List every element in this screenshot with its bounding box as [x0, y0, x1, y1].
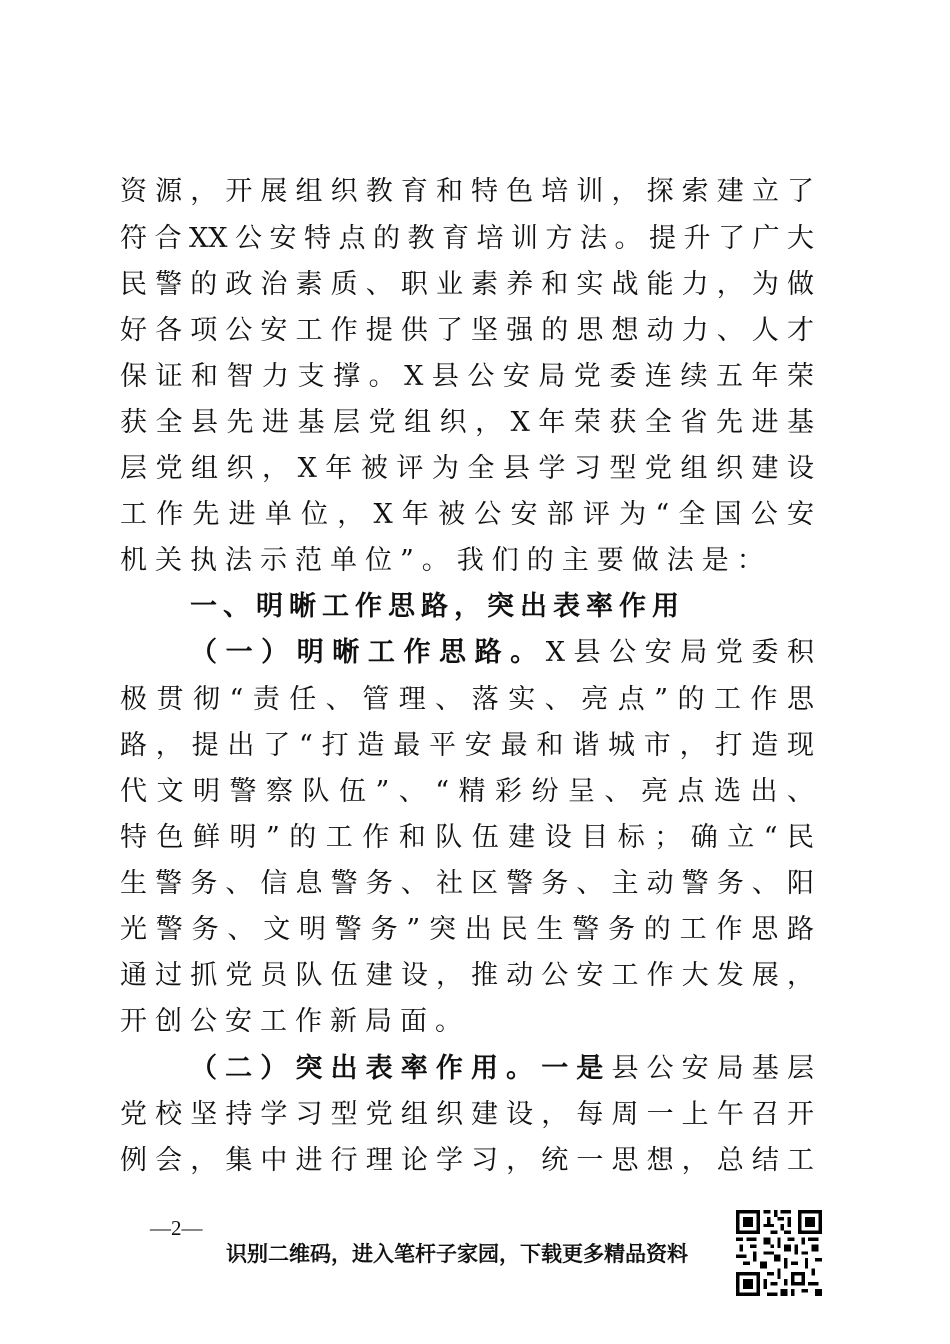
body-line-3: 民警的政治素质、职业素养和实战能力，为做 — [120, 269, 814, 300]
subsection-1-line-2: 路，提出了“打造最平安最和谐城市，打造现 — [120, 730, 814, 761]
subsection-1-line-4: 特色鲜明”的工作和队伍建设目标；确立“民 — [120, 822, 814, 853]
body-line-6: 获全县先进基层党组织，X年荣获全省先进基 — [120, 407, 814, 438]
subsection-1-first-line — [190, 633, 814, 673]
body-line-5: 保证和智力支撑。X县公安局党委连续五年荣 — [120, 361, 814, 392]
subsection-2-line-2: 例会，集中进行理论学习，统一思想，总结工 — [120, 1145, 814, 1176]
subsection-1-line-1: 极贯彻“责任、管理、落实、亮点”的工作思 — [120, 684, 814, 715]
body-line-4: 好各项公安工作提供了坚强的思想动力、人才 — [120, 315, 814, 346]
body-line-7: 层党组织，X年被评为全县学习型党组织建设 — [120, 453, 814, 484]
subsection-1-line-8: 开创公安工作新局面。 — [120, 1006, 470, 1037]
subsection-1-line-5: 生警务、信息警务、社区警务、主动警务、阳 — [120, 868, 814, 899]
subsection-1-title: （一）明晰工作思路。 — [190, 637, 546, 668]
subsection-1-lead-text: X县公安局党委积 — [545, 637, 814, 668]
body-line-9: 机关执法示范单位”。我们的主要做法是： — [120, 545, 772, 576]
body-line-1: 资源，开展组织教育和特色培训，探索建立了 — [120, 176, 814, 207]
body-line-2: 符合XX公安特点的教育培训方法。提升了广大 — [120, 223, 814, 254]
subsection-1-line-7: 通过抓党员队伍建设，推动公安工作大发展， — [120, 960, 814, 991]
qr-code-icon[interactable] — [736, 1210, 822, 1296]
page-number: —2— — [150, 1216, 203, 1240]
subsection-2-title: （二）突出表率作用。 — [190, 1053, 542, 1084]
subsection-1-line-3: 代文明警察队伍”、“精彩纷呈、亮点选出、 — [120, 776, 814, 807]
subsection-2-lead-text: 县公安局基层 — [611, 1053, 815, 1084]
footer-download-note: 识别二维码，进入笔杆子家园，下载更多精品资料 — [226, 1242, 688, 1266]
section-heading: 一、明晰工作思路，突出表率作用 — [190, 591, 685, 622]
subsection-2-point-marker: 一是 — [541, 1053, 612, 1084]
subsection-2-line-1: 党校坚持学习型党组织建设，每周一上午召开 — [120, 1099, 814, 1130]
body-line-8: 工作先进单位，X年被公安部评为“全国公安 — [120, 499, 814, 530]
subsection-2-first-line — [190, 1049, 814, 1089]
subsection-1-line-6: 光警务、文明警务”突出民生警务的工作思路 — [120, 914, 814, 945]
